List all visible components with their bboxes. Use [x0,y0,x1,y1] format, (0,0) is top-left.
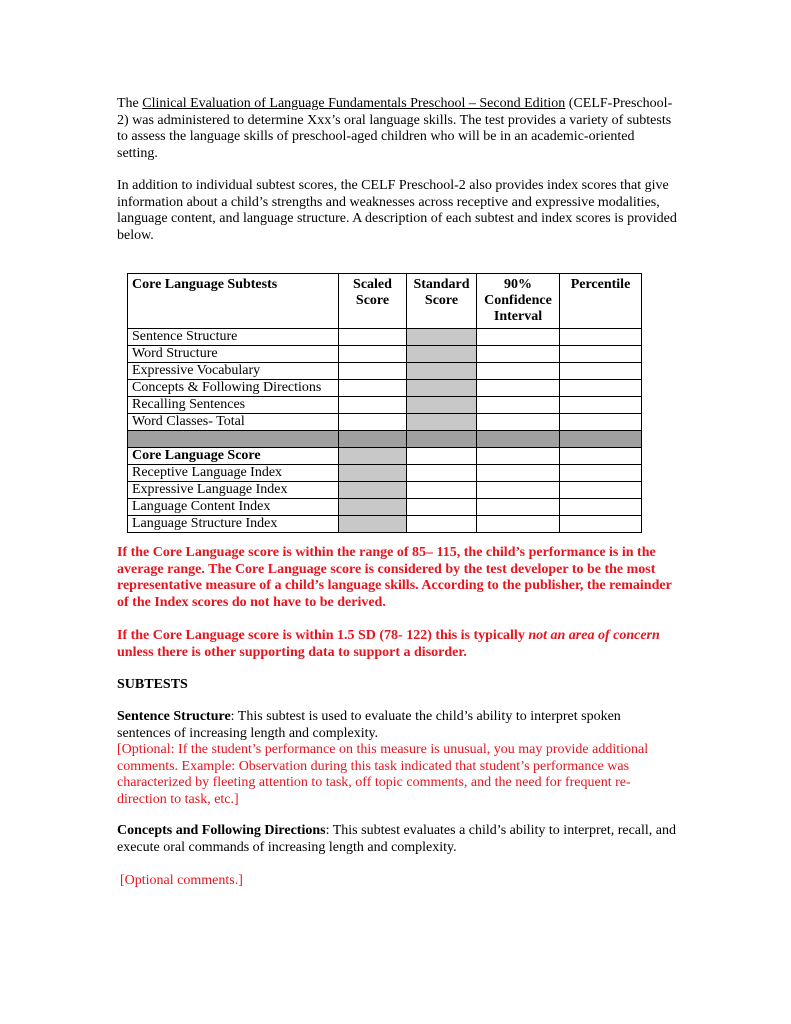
concern-note-rest: unless there is other supporting data to support a disorder. [117,644,467,660]
confidence-cell [477,363,560,380]
header-scaled-score: Scaled Score [339,274,407,329]
header-percentile: Percentile [560,274,642,329]
table-row [128,380,642,397]
intro-paragraph-1 [117,96,677,162]
standard-score-cell [407,346,477,363]
index-name: Language Structure Index [128,516,339,533]
percentile-cell [560,363,642,380]
confidence-cell [477,380,560,397]
intro-rest: (CELF-Preschool-2) was administered to determine Xxx’s oral language skills. The test provides a variety of subtests to assess the language skills of preschool-aged children who will be in an academic-oriented setting. [117,96,673,161]
standard-score-cell [407,380,477,397]
sentence-structure-desc: : This subtest is used to evaluate the child’s ability to interpret spoken sentences of increasing length and complexity. [117,709,621,741]
scaled-score-cell [339,465,407,482]
sentence-structure-paragraph [117,709,677,808]
concern-note [117,628,677,661]
scaled-score-cell [339,329,407,346]
table-row [128,499,642,516]
table-header-row [128,274,642,329]
intro-paragraph-2: In addition to individual subtest scores, the CELF Preschool-2 also provides index scores that give information about a child’s strengths and weaknesses across receptive and expressive modalities, language content, and language structure. A description of each subtest and index scores is provided below. [117,178,677,243]
table-row [128,414,642,431]
test-title: Clinical Evaluation of Language Fundamentals Preschool – Second Edition [142,96,566,111]
sentence-structure-title: Sentence Structure [117,709,231,724]
subtest-name: Recalling Sentences [128,397,339,414]
percentile-cell [560,397,642,414]
scaled-score-cell [339,516,407,533]
scaled-score-cell [339,499,407,516]
standard-score-cell [407,363,477,380]
standard-score-cell [407,448,477,465]
percentile-cell [560,516,642,533]
table-row [128,482,642,499]
table-row [128,465,642,482]
percentile-cell [560,448,642,465]
header-confidence-interval: 90% Confidence Interval [477,274,560,329]
percentile-cell [560,465,642,482]
concepts-desc: : This subtest evaluates a child’s ability to interpret, recall, and execute oral commands of increasing length and complexity. [117,823,677,855]
sentence-structure-optional: [Optional: If the student’s performance on this measure is unusual, you may provide additional comments. Example: Observation during this task indicated that student’s performance was characterized by fleeting attention to task, off topic comments, and the need for frequent re-direction to task, etc.] [117,742,649,807]
concepts-paragraph [117,823,677,856]
core-language-score-label: Core Language Score [128,448,339,465]
standard-score-cell [407,516,477,533]
concepts-optional: [Optional comments.] [120,873,243,888]
concern-note-lead: If the Core Language score is within 1.5 SD (78- 122) this is typically [117,628,529,643]
standard-score-cell [407,499,477,516]
standard-score-cell [407,329,477,346]
percentile-cell [560,499,642,516]
index-name: Language Content Index [128,499,339,516]
table-row [128,363,642,380]
table-row [128,346,642,363]
index-name: Receptive Language Index [128,465,339,482]
standard-score-cell [407,414,477,431]
subtest-name: Word Classes- Total [128,414,339,431]
confidence-cell [477,346,560,363]
standard-score-cell [407,465,477,482]
confidence-cell [477,329,560,346]
scaled-score-cell [339,414,407,431]
concepts-title: Concepts and Following Directions [117,823,326,838]
scaled-score-cell [339,448,407,465]
table-row-core-score [128,448,642,465]
index-name: Expressive Language Index [128,482,339,499]
confidence-cell [477,516,560,533]
subtest-name: Sentence Structure [128,329,339,346]
percentile-cell [560,414,642,431]
confidence-cell [477,414,560,431]
header-standard-score: Standard Score [407,274,477,329]
scores-table [127,273,642,533]
percentile-cell [560,329,642,346]
scaled-score-cell [339,363,407,380]
percentile-cell [560,380,642,397]
subtest-name: Expressive Vocabulary [128,363,339,380]
standard-score-cell [407,482,477,499]
scaled-score-cell [339,346,407,363]
header-subtests: Core Language Subtests [128,274,339,329]
scaled-score-cell [339,482,407,499]
percentile-cell [560,482,642,499]
confidence-cell [477,499,560,516]
confidence-cell [477,397,560,414]
table-divider-row [128,431,642,448]
concern-note-emphasis: not an area of concern [528,628,660,643]
standard-score-cell [407,397,477,414]
scaled-score-cell [339,397,407,414]
confidence-cell [477,465,560,482]
table-row [128,329,642,346]
percentile-cell [560,346,642,363]
confidence-cell [477,482,560,499]
subtest-name: Concepts & Following Directions [128,380,339,397]
scaled-score-cell [339,380,407,397]
table-row [128,516,642,533]
subtest-name: Word Structure [128,346,339,363]
table-row [128,397,642,414]
subtests-heading: SUBTESTS [117,677,188,692]
core-score-note: If the Core Language score is within the range of 85– 115, the child’s performance is in the average range. The Core Language score is considered by the test developer to be the most representative measure of a child’s language skills. According to the publisher, the remainder of the Index scores do not have to be derived. [117,545,672,610]
confidence-cell [477,448,560,465]
intro-lead: The [117,96,143,111]
